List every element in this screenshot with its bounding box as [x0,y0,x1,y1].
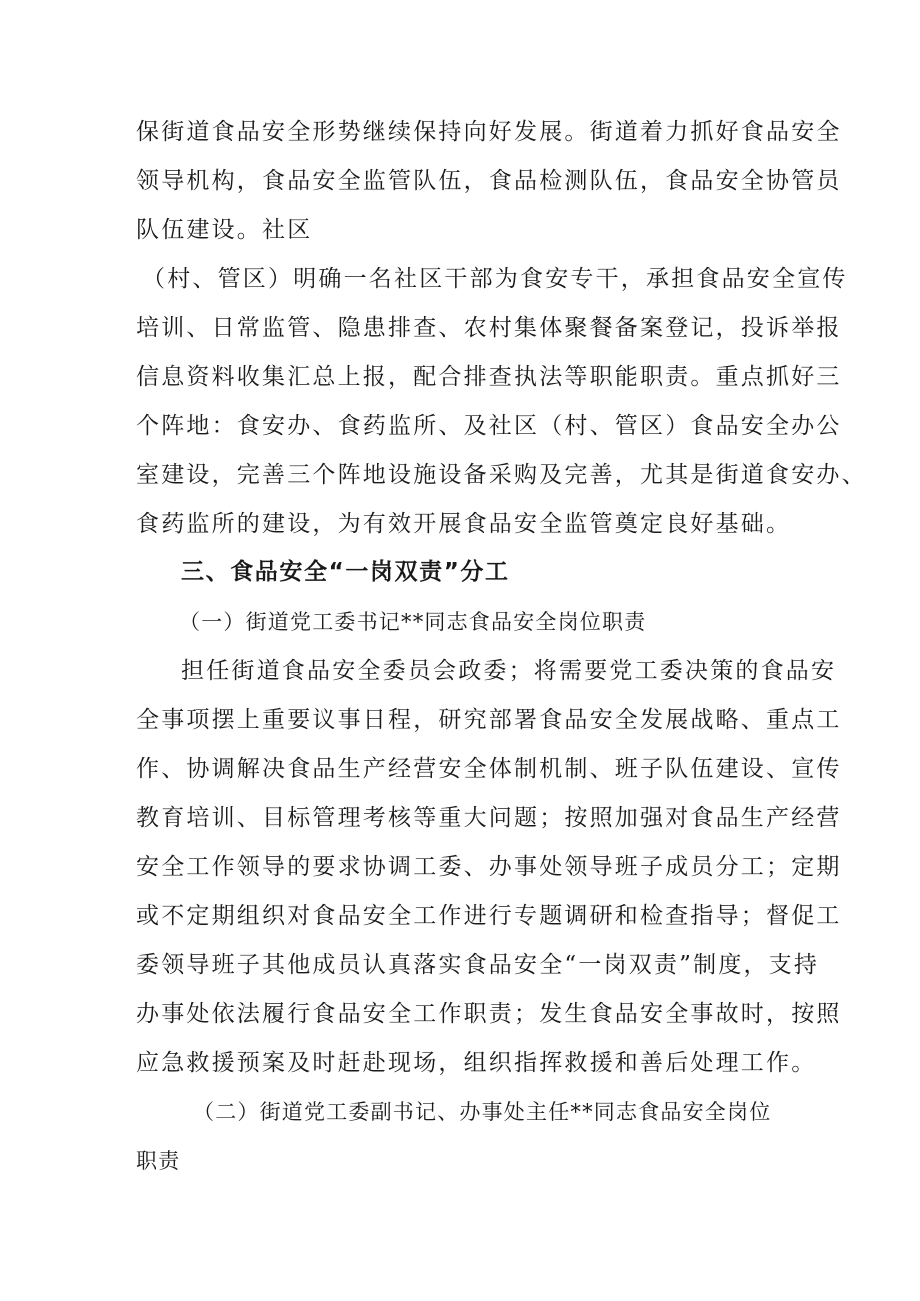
body-text-line: 室建设，完善三个阵地设施设备采购及完善，尤其是街道食安办、 [136,462,867,488]
subsection-heading: （一）街道党工委书记**同志食品安全岗位职责 [179,610,647,634]
body-text-line: （村、管区）明确一名社区干部为食安专干，承担食品安全宣传 [142,266,848,292]
body-text-line: 个阵地：食安办、食药监所、及社区（村、管区）食品安全办公 [136,413,842,439]
body-text-line: 全事项摆上重要议事日程，研究部署食品安全发展战略、重点工 [136,707,842,733]
subsection-heading: （二）街道党工委副书记、办事处主任**同志食品安全岗位 [193,1100,772,1124]
body-text-line: 领导机构，食品安全监管队伍，食品检测队伍，食品安全协管员 [136,168,842,194]
section-heading: 三、食品安全“一岗双责”分工 [181,559,510,585]
body-text-line: 教育培训、目标管理考核等重大问题；按照加强对食品生产经营 [136,805,842,831]
body-text-line: 安全工作领导的要求协调工委、办事处领导班子成员分工；定期 [136,854,842,880]
body-text-line: 担任街道食品安全委员会政委；将需要党工委决策的食品安 [181,658,837,684]
subsection-heading-continuation: 职责 [136,1149,181,1173]
body-text-line: 保街道食品安全形势继续保持向好发展。街道着力抓好食品安全 [136,119,842,145]
body-text-line: 或不定期组织对食品安全工作进行专题调研和检查指导；督促工 [136,903,842,929]
body-text-line: 作、协调解决食品生产经营安全体制机制、班子队伍建设、宣传 [136,756,842,782]
body-text-line: 委领导班子其他成员认真落实食品安全“一岗双责”制度，支持 [136,952,820,978]
body-text-line: 队伍建设。社区 [136,217,313,243]
body-text-line: 应急救援预案及时赶赴现场，组织指挥救援和善后处理工作。 [136,1050,817,1076]
body-text-line: 信息资料收集汇总上报，配合排查执法等职能职责。重点抓好三 [136,364,842,390]
body-text-line: 办事处依法履行食品安全工作职责；发生食品安全事故时，按照 [136,1001,842,1027]
body-text-line: 食药监所的建设，为有效开展食品安全监管奠定良好基础。 [136,511,792,537]
body-text-line: 培训、日常监管、隐患排查、农村集体聚餐备案登记，投诉举报 [136,315,842,341]
